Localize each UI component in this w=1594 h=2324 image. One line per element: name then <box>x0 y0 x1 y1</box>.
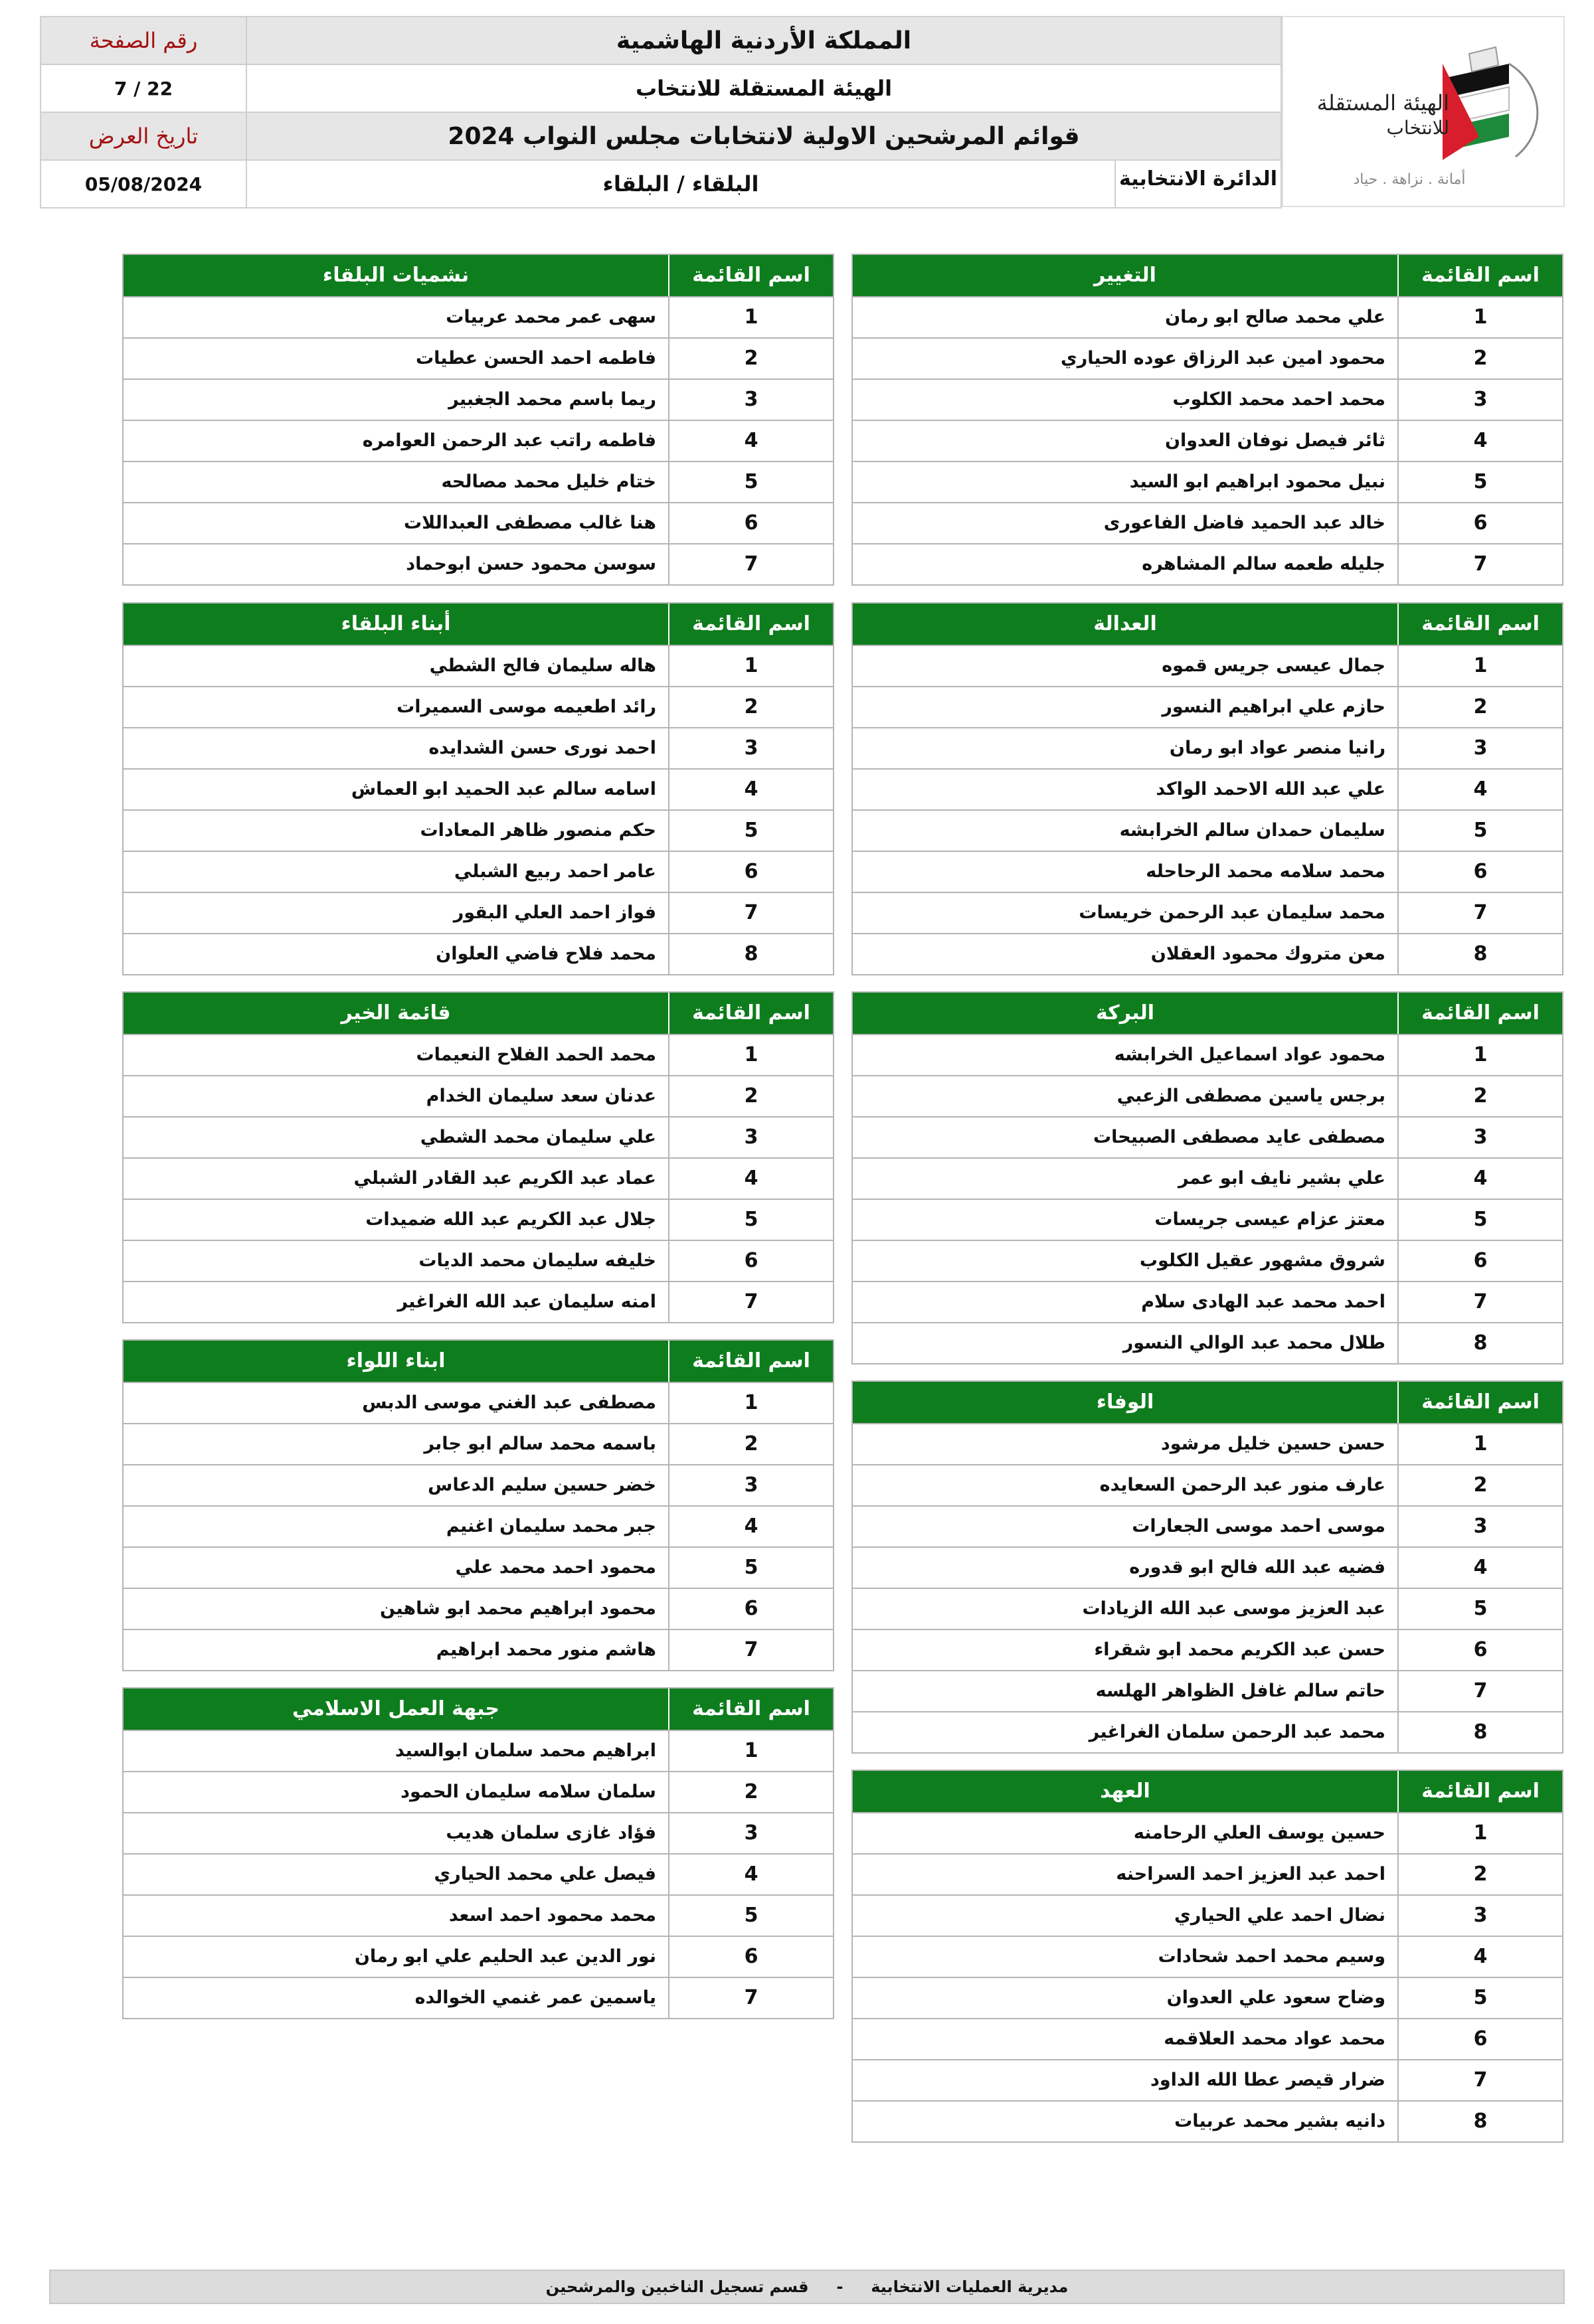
candidate-row <box>853 2059 1562 2100</box>
candidate-number: 8 <box>1397 2102 1562 2141</box>
candidate-name: موسى احمد موسى الجعارات <box>1132 1516 1385 1536</box>
list-name: قائمة الخير <box>341 1001 451 1025</box>
list-name: نشميات البلقاء <box>322 264 470 287</box>
candidate-name: معن متروك محمود العقلان <box>1150 944 1385 964</box>
date-value: 05/08/2024 <box>41 160 246 208</box>
authority-logo <box>1282 16 1565 207</box>
candidate-row <box>853 1670 1562 1711</box>
candidate-name: ياسمين عمر غنمي الخوالده <box>414 1987 656 2008</box>
candidate-list-4 <box>122 602 834 975</box>
ballot-box-icon <box>1429 37 1562 170</box>
logo-brand-line1: الهيئة المستقلة <box>1316 90 1449 116</box>
candidate-row <box>853 1812 1562 1853</box>
list-name: العدالة <box>1093 612 1157 635</box>
candidate-number: 5 <box>668 462 833 502</box>
candidate-number: 6 <box>668 503 833 543</box>
candidate-name: محمد عبد الرحمن سلمان الغراغير <box>1089 1722 1385 1742</box>
candidate-number: 4 <box>1397 1159 1562 1199</box>
candidate-number: 2 <box>668 1772 833 1812</box>
candidate-row <box>853 1116 1562 1157</box>
candidate-name: محمد عواد محمد العلاقمه <box>1164 2029 1385 2049</box>
candidate-name: معتز عزام عيسى جريسات <box>1154 1209 1385 1230</box>
candidate-row <box>853 378 1562 420</box>
candidate-number: 5 <box>668 1200 833 1240</box>
candidate-name: محمد احمد محمد الكلوب <box>1172 389 1385 410</box>
candidate-list-2 <box>122 254 834 586</box>
page-footer <box>49 2270 1565 2304</box>
list-name-label: اسم القائمة <box>1397 1382 1562 1423</box>
candidate-name: محمد الحمد الفلاح النعيمات <box>416 1044 656 1065</box>
candidate-number: 1 <box>668 1383 833 1423</box>
candidate-row <box>124 1771 833 1812</box>
candidate-row <box>124 645 833 686</box>
list-header <box>853 1771 1562 1812</box>
candidate-number: 6 <box>1397 1630 1562 1670</box>
candidate-name: فؤاد غازى سلمان هديب <box>446 1823 656 1843</box>
list-name-label: اسم القائمة <box>668 993 833 1034</box>
candidate-name: رائد اطعيمه موسى السميرات <box>397 697 656 717</box>
candidate-name: فاطمه راتب عبد الرحمن العوامره <box>362 430 656 451</box>
candidate-number: 1 <box>668 1035 833 1075</box>
authority-title: الهيئة المستقلة للانتخاب <box>246 64 1281 112</box>
candidate-row <box>124 1382 833 1423</box>
candidate-name: عبد العزيز موسى عبد الله الزيادات <box>1082 1598 1385 1619</box>
candidate-row <box>124 809 833 851</box>
candidate-name: مصطفى عبد الغني موسى الدبس <box>362 1392 656 1413</box>
candidate-row <box>124 337 833 378</box>
candidate-name: نور الدين عبد الحليم علي ابو رمان <box>354 1946 656 1967</box>
candidate-row <box>124 1423 833 1464</box>
candidate-number: 4 <box>1397 421 1562 461</box>
candidate-row <box>853 1034 1562 1075</box>
candidate-name: هنا غالب مصطفى العبداللات <box>403 513 656 533</box>
candidate-number: 7 <box>668 1978 833 2018</box>
list-header <box>124 604 833 645</box>
candidate-number: 1 <box>668 646 833 686</box>
candidate-name: حسين يوسف العلي الرحامنه <box>1133 1823 1385 1843</box>
candidate-name: سوسن محمود حسن ابوحماد <box>406 554 656 574</box>
list-name: الوفاء <box>1096 1390 1154 1414</box>
candidate-row <box>853 337 1562 378</box>
candidate-row <box>124 378 833 420</box>
candidate-row <box>853 727 1562 768</box>
list-name-label: اسم القائمة <box>1397 993 1562 1034</box>
candidate-row <box>853 502 1562 543</box>
list-header <box>853 255 1562 296</box>
candidate-name: حازم علي ابراهيم النسور <box>1162 697 1385 717</box>
candidate-number: 2 <box>1397 1855 1562 1894</box>
candidate-number: 2 <box>1397 1076 1562 1116</box>
candidate-row <box>853 1546 1562 1588</box>
candidate-name: جبر محمد سليمان اغنيم <box>446 1516 656 1536</box>
list-header <box>124 255 833 296</box>
candidate-list-10 <box>122 1687 834 2019</box>
candidate-number: 5 <box>668 1896 833 1936</box>
candidate-list-3 <box>851 602 1563 975</box>
candidate-row <box>124 892 833 933</box>
candidate-row <box>853 1075 1562 1116</box>
candidate-number: 6 <box>1397 2019 1562 2059</box>
candidate-number: 2 <box>1397 339 1562 378</box>
candidate-row <box>853 768 1562 809</box>
candidate-number: 5 <box>1397 1978 1562 2018</box>
candidate-number: 4 <box>668 1159 833 1199</box>
candidate-row <box>853 1588 1562 1629</box>
candidate-name: جليله طعمه سالم المشاهره <box>1142 554 1385 574</box>
candidate-number: 3 <box>668 1118 833 1157</box>
list-name: البركة <box>1095 1001 1155 1025</box>
candidate-row <box>124 1730 833 1771</box>
candidate-row <box>853 1629 1562 1670</box>
candidate-row <box>853 809 1562 851</box>
candidate-row <box>853 2018 1562 2059</box>
candidate-row <box>853 1157 1562 1199</box>
candidate-number: 2 <box>1397 687 1562 727</box>
candidate-number: 3 <box>668 380 833 420</box>
candidate-number: 2 <box>668 339 833 378</box>
candidate-row <box>124 1281 833 1322</box>
candidate-number: 8 <box>1397 1712 1562 1752</box>
candidate-name: خالد عبد الحميد فاضل الفاعورى <box>1103 513 1385 533</box>
candidate-number: 7 <box>668 893 833 933</box>
candidate-number: 5 <box>1397 1589 1562 1629</box>
candidate-number: 3 <box>1397 380 1562 420</box>
candidate-number: 6 <box>1397 852 1562 892</box>
candidate-name: دانيه بشير محمد عربيات <box>1174 2111 1385 2131</box>
candidate-name: حاتم سالم غافل الظواهر الهلسه <box>1095 1681 1385 1701</box>
candidate-name: نضال احمد علي الحياري <box>1174 1905 1385 1926</box>
candidate-row <box>124 420 833 461</box>
candidate-name: فيصل علي محمد الحياري <box>434 1864 656 1884</box>
candidate-number: 5 <box>1397 462 1562 502</box>
candidate-number: 2 <box>1397 1465 1562 1505</box>
candidate-number: 3 <box>1397 1507 1562 1546</box>
candidate-row <box>853 1894 1562 1936</box>
list-name-label: اسم القائمة <box>668 1341 833 1382</box>
candidate-number: 6 <box>1397 1241 1562 1281</box>
candidate-name: باسمه محمد سالم ابو جابر <box>424 1434 656 1454</box>
candidate-name: محمود عواد اسماعيل الخرابشه <box>1114 1044 1385 1065</box>
candidate-row <box>124 1894 833 1936</box>
candidate-number: 7 <box>668 1630 833 1670</box>
candidate-row <box>124 1240 833 1281</box>
list-header <box>853 604 1562 645</box>
candidate-number: 4 <box>668 1855 833 1894</box>
candidate-list-7 <box>851 1380 1563 1754</box>
list-name-label: اسم القائمة <box>1397 604 1562 645</box>
candidate-name: ثائر فيصل نوفان العدوان <box>1164 430 1385 451</box>
candidate-list-1 <box>851 254 1563 586</box>
candidate-number: 1 <box>1397 1813 1562 1853</box>
candidate-number: 6 <box>1397 503 1562 543</box>
list-header <box>853 993 1562 1034</box>
candidate-row <box>124 1853 833 1894</box>
candidate-name: علي محمد صالح ابو رمان <box>1165 307 1385 327</box>
candidate-number: 3 <box>668 1813 833 1853</box>
candidate-row <box>853 1281 1562 1322</box>
candidate-row <box>124 1546 833 1588</box>
candidate-row <box>853 420 1562 461</box>
list-header <box>124 1689 833 1730</box>
candidate-name: سليمان حمدان سالم الخرابشه <box>1119 820 1385 841</box>
candidate-name: حسن عبد الكريم محمد ابو شقراء <box>1094 1639 1385 1660</box>
candidate-number: 3 <box>668 1465 833 1505</box>
candidate-name: شروق مشهور عقيل الكلوب <box>1139 1250 1385 1271</box>
candidate-number: 7 <box>1397 1282 1562 1322</box>
candidate-name: ضرار قيصر عطا الله الداود <box>1150 2070 1385 2090</box>
candidate-row <box>853 933 1562 974</box>
candidate-row <box>124 1034 833 1075</box>
candidate-name: جلال عبد الكريم عبد الله ضميدات <box>365 1209 656 1230</box>
candidate-number: 7 <box>1397 2060 1562 2100</box>
list-name-label: اسم القائمة <box>668 604 833 645</box>
list-name: التغيير <box>1094 264 1156 287</box>
candidate-row <box>124 768 833 809</box>
list-name-label: اسم القائمة <box>668 255 833 296</box>
candidate-name: احمد محمد عبد الهادى سلام <box>1141 1291 1385 1312</box>
candidate-name: ابراهيم محمد سلمان ابوالسيد <box>395 1740 656 1761</box>
candidate-name: عارف منور عبد الرحمن السعايده <box>1099 1475 1385 1495</box>
candidate-name: وضاح سعود علي العدوان <box>1166 1987 1385 2008</box>
header-table <box>40 16 1282 208</box>
candidate-row <box>124 1075 833 1116</box>
list-name: أبناء البلقاء <box>341 612 451 635</box>
candidate-name: احمد نورى حسن الشدايده <box>428 738 656 758</box>
candidate-name: محمد محمود احمد اسعد <box>448 1905 656 1926</box>
candidate-number: 7 <box>1397 893 1562 933</box>
candidate-name: اسامه سالم عبد الحميد ابو العماش <box>351 779 656 799</box>
candidate-row <box>853 1505 1562 1546</box>
candidate-name: محمود امين عبد الرزاق عوده الحياري <box>1060 348 1385 369</box>
list-name-label: اسم القائمة <box>1397 255 1562 296</box>
candidate-name: عامر احمد ربيع الشبلي <box>454 861 656 882</box>
candidate-name: محمود ابراهيم محمد ابو شاهين <box>380 1598 656 1619</box>
candidate-number: 1 <box>668 297 833 337</box>
candidate-number: 4 <box>1397 1937 1562 1977</box>
candidate-name: احمد عبد العزيز احمد السراحنه <box>1116 1864 1385 1884</box>
candidate-name: علي سليمان محمد الشطي <box>420 1127 656 1147</box>
candidate-number: 6 <box>668 852 833 892</box>
candidate-name: حسن حسين خليل مرشود <box>1160 1434 1385 1454</box>
list-name: ابناء اللواء <box>346 1349 446 1372</box>
list-header <box>124 993 833 1034</box>
candidate-name: طلال محمد عبد الوالي النسور <box>1122 1333 1385 1353</box>
candidate-name: علي عبد الله الاحمد الواكد <box>1156 779 1385 799</box>
footer-department: قسم تسجيل الناخبين والمرشحين <box>545 2278 809 2296</box>
candidate-number: 7 <box>668 544 833 584</box>
list-header <box>853 1382 1562 1423</box>
candidate-row <box>124 727 833 768</box>
candidate-number: 4 <box>668 1507 833 1546</box>
candidate-name: جمال عيسى جريس قموه <box>1162 655 1385 676</box>
page-number-value: 7 / 22 <box>41 64 246 112</box>
list-name-label: اسم القائمة <box>1397 1771 1562 1812</box>
candidate-number: 3 <box>1397 1896 1562 1936</box>
candidate-number: 1 <box>1397 1035 1562 1075</box>
candidate-number: 2 <box>668 1076 833 1116</box>
logo-tagline: أمانة . نزاهة . حياد <box>1353 171 1466 188</box>
list-name: جبهة العمل الاسلامي <box>292 1697 499 1720</box>
candidate-name: فاطمه احمد الحسن عطيات <box>416 348 656 369</box>
candidate-name: ريما باسم محمد الجغبير <box>448 389 656 410</box>
candidate-row <box>853 1977 1562 2018</box>
candidate-number: 1 <box>1397 297 1562 337</box>
candidate-name: نبيل محمود ابراهيم ابو السيد <box>1129 471 1385 492</box>
candidate-name: وسيم محمد احمد شحادات <box>1158 1946 1385 1967</box>
candidate-name: محمود احمد محمد علي <box>455 1557 656 1578</box>
list-name-label: اسم القائمة <box>668 1689 833 1730</box>
footer-directorate: مديرية العمليات الانتخابية <box>871 2278 1069 2296</box>
page-header <box>40 16 1565 207</box>
candidate-number: 3 <box>1397 728 1562 768</box>
candidate-name: عدنان سعد سليمان الخدام <box>426 1086 656 1106</box>
candidate-number: 4 <box>668 770 833 809</box>
candidate-name: محمد فلاح فاضي العلوان <box>436 944 656 964</box>
candidate-name: ختام خليل محمد مصالحه <box>441 471 656 492</box>
candidate-number: 5 <box>1397 811 1562 851</box>
district-label: الدائرة الانتخابية <box>1115 160 1281 208</box>
candidate-row <box>124 1812 833 1853</box>
candidate-name: فضيه عبد الله فالح ابو قدوره <box>1129 1557 1385 1578</box>
candidate-name: علي بشير نايف ابو عمر <box>1178 1168 1385 1189</box>
candidate-name: فواز احمد العلي البقور <box>453 902 656 923</box>
candidate-list-8 <box>122 1339 834 1671</box>
list-header <box>124 1341 833 1382</box>
candidate-row <box>853 686 1562 727</box>
candidate-number: 2 <box>668 687 833 727</box>
candidate-number: 7 <box>1397 544 1562 584</box>
district-value: البلقاء / البلقاء <box>246 160 1115 208</box>
candidate-row <box>124 1505 833 1546</box>
candidate-number: 3 <box>668 728 833 768</box>
candidate-row <box>853 892 1562 933</box>
candidate-list-6 <box>122 991 834 1323</box>
candidate-name: محمد سلامه محمد الرحاحله <box>1146 861 1385 882</box>
candidate-row <box>124 296 833 337</box>
candidate-row <box>124 686 833 727</box>
candidate-name: سلمان سلامه سليمان الحمود <box>400 1782 656 1802</box>
list-name: العهد <box>1100 1780 1150 1803</box>
candidate-number: 5 <box>1397 1200 1562 1240</box>
candidate-row <box>853 1936 1562 1977</box>
candidate-name: رانيا منصر عواد ابو رمان <box>1169 738 1385 758</box>
candidate-number: 8 <box>1397 1323 1562 1363</box>
candidate-row <box>853 1711 1562 1752</box>
candidate-name: هاشم منور محمد ابراهيم <box>436 1639 656 1660</box>
candidate-row <box>853 1240 1562 1281</box>
candidate-number: 1 <box>1397 646 1562 686</box>
candidate-row <box>853 1853 1562 1894</box>
candidate-row <box>853 461 1562 502</box>
candidate-row <box>124 1199 833 1240</box>
candidate-number: 6 <box>668 1937 833 1977</box>
candidate-number: 5 <box>668 811 833 851</box>
candidate-name: امنه سليمان عبد الله الغراغير <box>397 1291 656 1312</box>
candidate-number: 2 <box>668 1424 833 1464</box>
candidate-number: 4 <box>1397 1548 1562 1588</box>
document-title: قوائم المرشحين الاولية لانتخابات مجلس النواب 2024 <box>246 112 1281 160</box>
kingdom-title: المملكة الأردنية الهاشمية <box>246 17 1281 64</box>
candidate-number: 5 <box>668 1548 833 1588</box>
candidate-name: خليفه سليمان محمد الديات <box>418 1250 656 1271</box>
footer-separator: - <box>836 2278 843 2296</box>
candidate-row <box>124 461 833 502</box>
page-number-label: رقم الصفحة <box>41 17 246 64</box>
candidate-number: 6 <box>668 1241 833 1281</box>
candidate-row <box>853 296 1562 337</box>
candidate-row <box>124 502 833 543</box>
logo-brand-line2: للانتخاب <box>1386 117 1449 139</box>
candidate-number: 4 <box>1397 770 1562 809</box>
candidate-number: 6 <box>668 1589 833 1629</box>
candidate-name: عماد عبد الكريم عبد القادر الشبلي <box>353 1168 656 1189</box>
candidate-row <box>124 1936 833 1977</box>
candidate-list-5 <box>851 991 1563 1365</box>
candidate-row <box>124 1464 833 1505</box>
candidate-name: خضر حسين سليم الدعاس <box>428 1475 656 1495</box>
date-label: تاريخ العرض <box>41 112 246 160</box>
candidate-row <box>124 1977 833 2018</box>
candidate-row <box>124 1588 833 1629</box>
candidate-number: 4 <box>668 421 833 461</box>
candidate-name: سهى عمر محمد عربيات <box>446 307 656 327</box>
candidate-row <box>124 1629 833 1670</box>
candidate-number: 1 <box>668 1731 833 1771</box>
candidate-row <box>853 543 1562 584</box>
candidate-row <box>853 2100 1562 2141</box>
candidate-name: محمد سليمان عبد الرحمن خريسات <box>1079 902 1385 923</box>
candidate-row <box>124 543 833 584</box>
candidate-row <box>853 1423 1562 1464</box>
candidate-name: هاله سليمان فالح الشطي <box>429 655 656 676</box>
candidate-row <box>124 1116 833 1157</box>
candidate-row <box>124 851 833 892</box>
candidate-name: مصطفى عايد مصطفى الصبيحات <box>1093 1127 1385 1147</box>
candidate-number: 8 <box>1397 934 1562 974</box>
candidate-row <box>853 851 1562 892</box>
candidate-name: برجس ياسين مصطفى الزعبي <box>1116 1086 1385 1106</box>
candidate-list-9 <box>851 1770 1563 2143</box>
candidate-row <box>124 1157 833 1199</box>
candidate-number: 7 <box>1397 1671 1562 1711</box>
candidate-row <box>853 1464 1562 1505</box>
candidate-number: 7 <box>668 1282 833 1322</box>
candidate-name: حكم منصور ظاهر المعادات <box>420 820 656 841</box>
candidate-number: 8 <box>668 934 833 974</box>
candidate-row <box>853 1322 1562 1363</box>
candidate-row <box>124 933 833 974</box>
candidate-row <box>853 1199 1562 1240</box>
candidate-number: 3 <box>1397 1118 1562 1157</box>
candidate-row <box>853 645 1562 686</box>
candidate-number: 1 <box>1397 1424 1562 1464</box>
